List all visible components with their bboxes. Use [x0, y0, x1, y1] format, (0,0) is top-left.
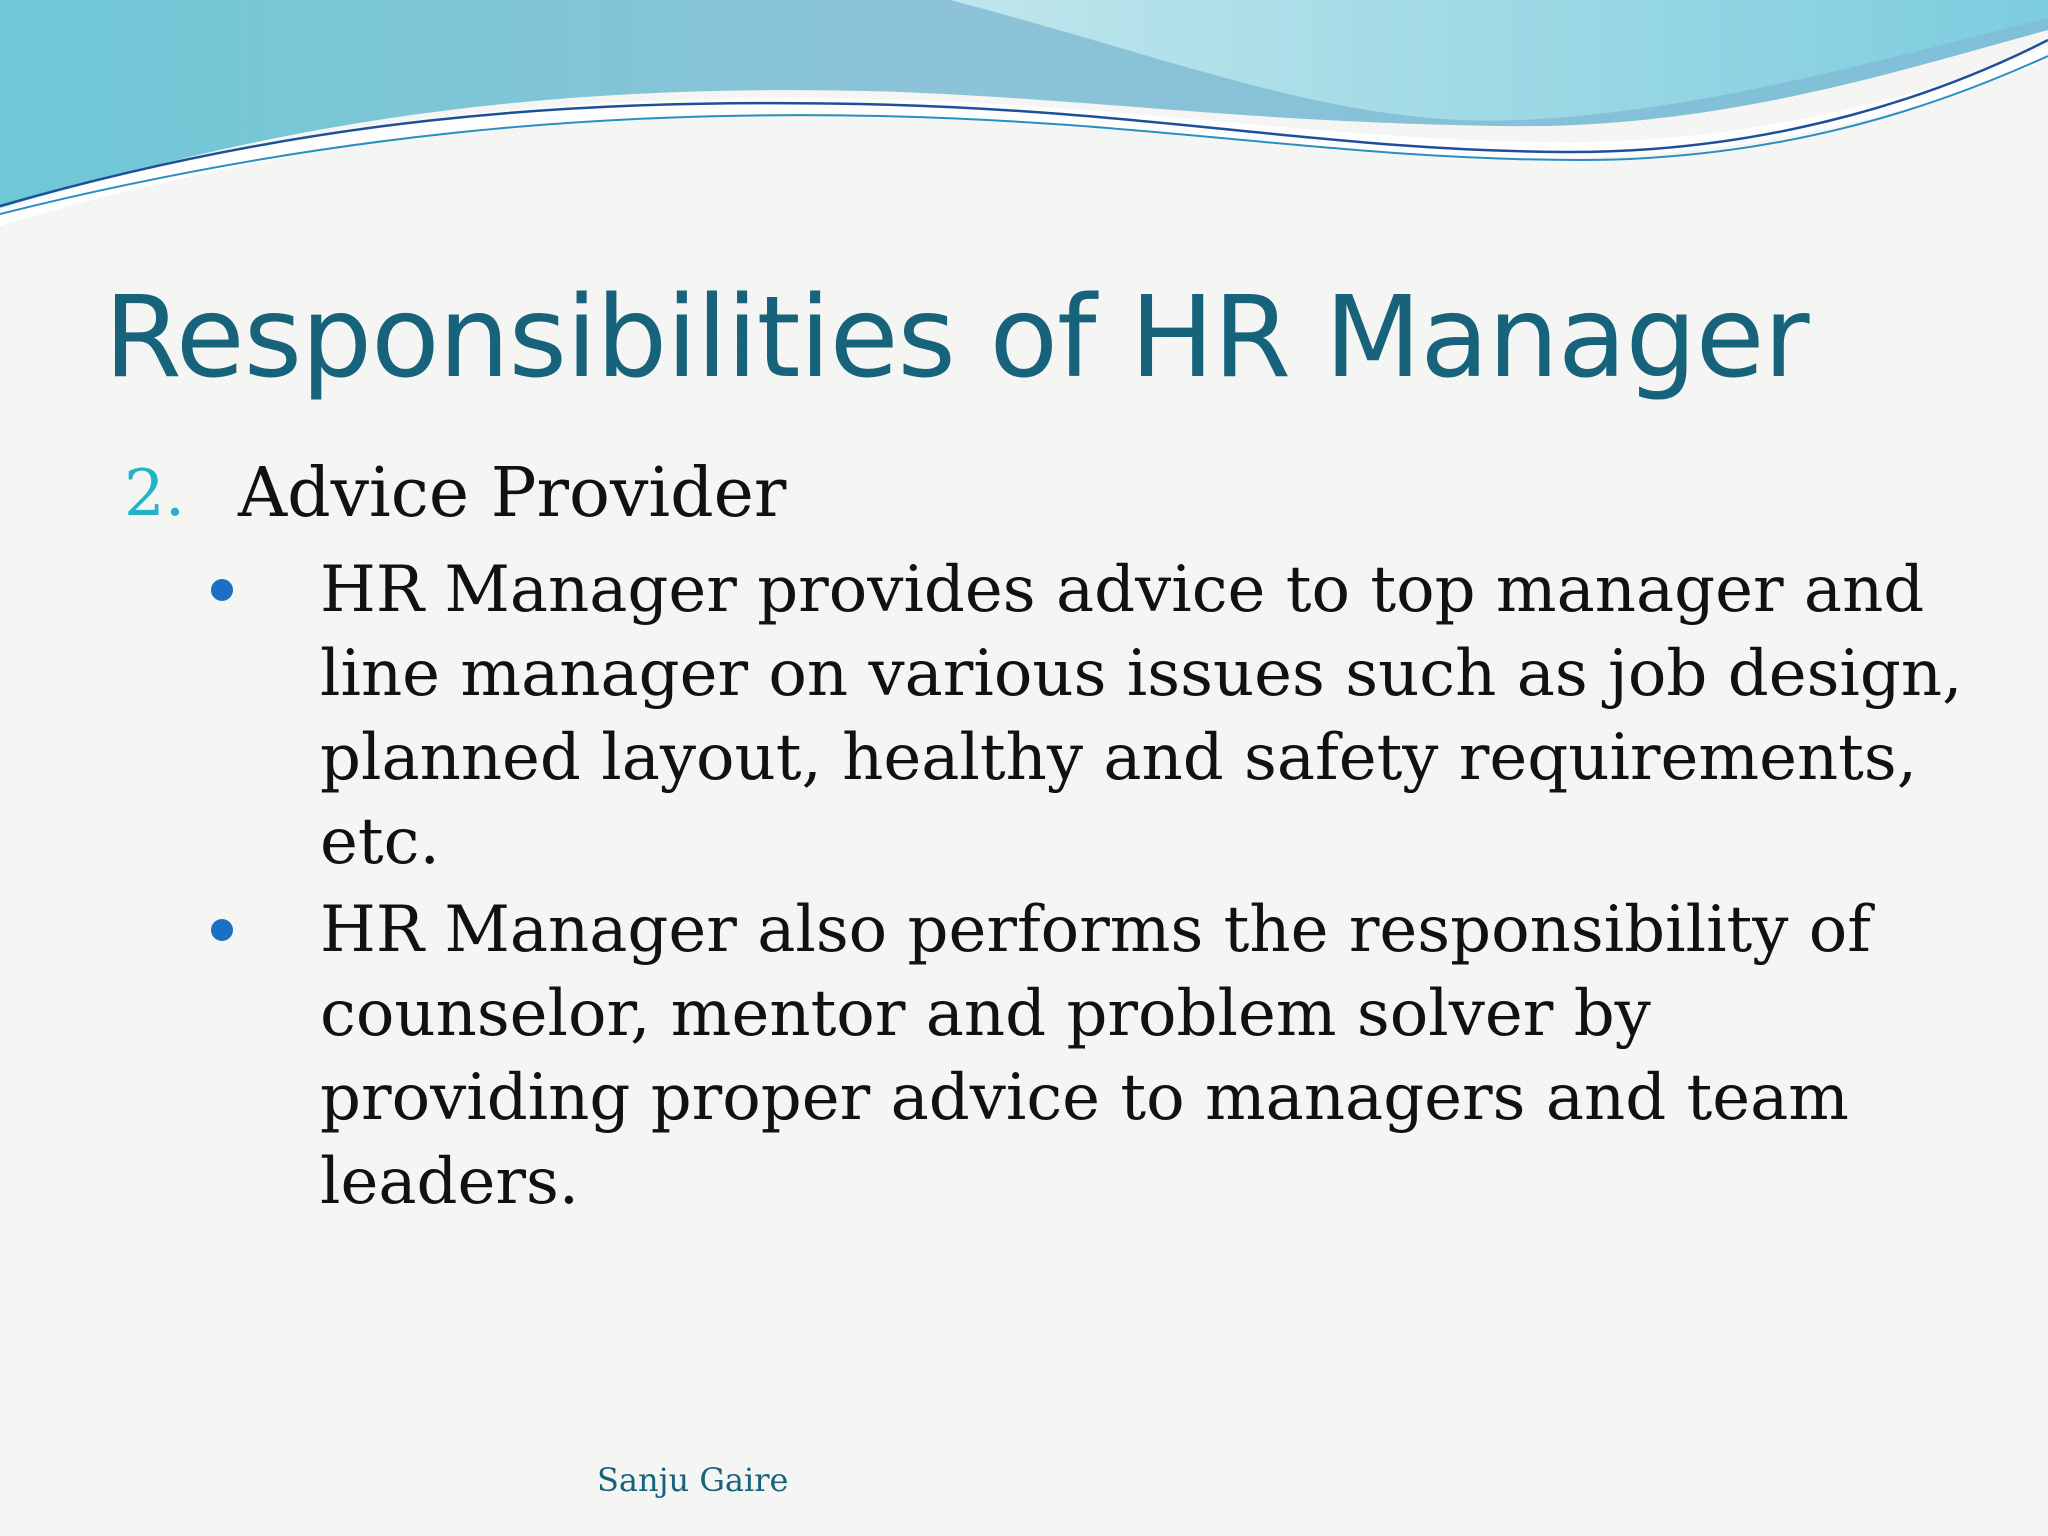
bullet-text-2: HR Manager also performs the responsibility of counselor, mentor and problem solver by providing proper advice to managers and team leaders.: [320, 893, 1871, 1219]
bullet-text-1: HR Manager provides advice to top manager and line manager on various issues such as job design, planned layout, healthy and safety requirements, etc.: [320, 553, 1963, 879]
bullet-icon: [211, 919, 233, 941]
footer-author: Sanju Gaire: [597, 1461, 789, 1499]
numbered-item-marker: 2.: [124, 457, 186, 531]
numbered-item-label: Advice Provider: [238, 454, 787, 533]
slide-title: Responsibilities of HR Manager: [104, 273, 1809, 403]
bullet-icon: [211, 579, 233, 601]
